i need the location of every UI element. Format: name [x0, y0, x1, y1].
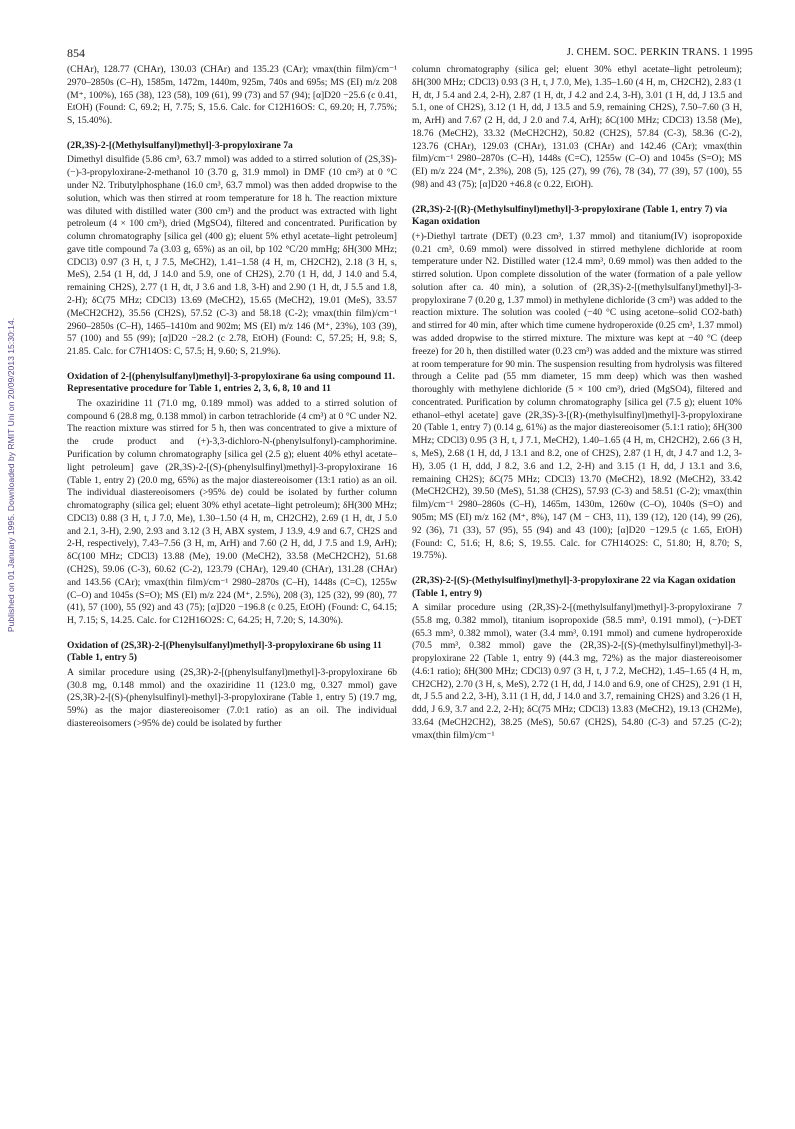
section-heading: (2R,3S)-2-[(S)-(Methylsulfinyl)methyl]-3-propyloxirane 22 via Kagan oxidation (Table 1, entry 9) — [412, 575, 736, 599]
journal-header: J. CHEM. SOC. PERKIN TRANS. 1 1995 — [566, 47, 753, 58]
section-heading: Oxidation of (2S,3R)-2-[(Phenylsulfanyl)methyl]-3-propyloxirane 6b using 11 (Table 1, entry 5) — [67, 639, 382, 664]
download-watermark-text: Published on 01 January 1995. Downloaded by RMIT Uni on 20/09/2013 15:30:14. — [6, 317, 16, 633]
paragraph: (+)-Diethyl tartrate (DET) (0.23 cm³, 1.37 mmol) and titanium(IV) isopropoxide (0.21 cm³, 0.69 mmol) were dissolved in stirred methylene dichloride at room temperature under N2. Distilled water (12.4 mm³, 0.69 mmol) was then added to the stirred solution. Upon complete dissolution of the water (formation of a pale yellow solution after ca. 40 min), a solution of (2R,3S)-2-[(methylsulfanyl)methyl]-3-propyloxirane 7 (0.20 g, 1.37 mmol) in methylene dichloride (3 cm³) was added to the reaction mixture. The solution was cooled (−40 °C using acetone–solid CO2-bath) and stirred for 40 min, after which time cumene hydroperoxide (0.25 cm³, 1.37 mmol) was added dropwise to the stirred mixture. The mixture was kept at −40 °C (deep freeze) for 20 h, then distilled water (0.23 cm³) was added and the mixture was stirred at room temperature for 90 min. The suspension resulting from hydrolysis was filtered through a Celite pad (55 mm diameter, 15 mm deep) which was then washed thoroughly with methylene dichloride (5 × 100 cm³), dried (MgSO4), filtered and concentrated. Purification by column chromatography [silica gel (7.5 g); eluent 10% ethanol–ethyl acetate] gave (2R,3S)-3-[(R)-(methylsulfinyl)methyl]-3-propyloxirane 20 (Table 1, entry 7) (0.14 g, 61%) as the major diastereoisomer (5.1:1 ratio); δH(300 MHz; CDCl3) 0.95 (3 H, t, J 7.1, MeCH2), 1.40–1.65 (4 H, m, CH2CH2), 2.66 (3 H, s, MeS), 2.68 (1 H, dd, J 13.1 and 8.2, one of CH2S), 2.87 (1 H, dt, J 4.7 and 1.2, 3-H), 3.05 (1 H, ddd, J 8.2, 3.6 and 1.2, 2-H) and 3.15 (1 H, dd, J 13.1 and 3.6, remaining CH2S); δC(75 MHz; CDCl3) 13.70 (MeCH2), 18.92 (MeCH2), 33.42 (MeCH2CH2), 39.50 (MeS), 51.38 (CH2S), 57.93 (C-3) and 58.51 (C-2); νmax(thin film)/cm⁻¹ 2980–2860s (C–H), 1465m, 1430m, 1260w (C–O), 1040s (S=O) and 905m; MS (EI) m/z 162 (M⁺, 8%), 147 (M − CH3, 11), 139 (12), 120 (14), 99 (26), 92 (36), 71 (33), 57 (95), 55 (94) and 43 (100); [α]D20 −129.5 (c 1.65, EtOH) (Found: C, 51.6; H, 8.6; S, 19.55. Calc. for C7H14O2S: C, 51.80; H, 8.70; S, 19.75%). — [412, 230, 742, 562]
section-block — [67, 640, 397, 731]
paragraph: (CHAr), 128.77 (CHAr), 130.03 (CHAr) and 135.23 (CAr); νmax(thin film)/cm⁻¹ 2970–2850s (C–H), 1585m, 1472m, 1440m, 925m, 740s and 695s; MS (EI) m/z 208 (M⁺, 100%), 165 (38), 123 (58), 109 (61), 99 (73) and 57 (94); [α]D20 −25.6 (c 0.41, EtOH) (Found: C, 69.2; H, 7.75; S, 15.6. Calc. for C12H16OS: C, 69.20; H, 7.75%; S, 15.40%). — [67, 64, 397, 127]
section-block — [67, 64, 397, 128]
section-block — [67, 140, 397, 359]
paragraph: The oxaziridine 11 (71.0 mg, 0.189 mmol) was added to a stirred solution of compound 6 (28.8 mg, 0.138 mmol) in carbon tetrachloride (4 cm³) at 0 °C under N2. The reaction mixture was stirred for 5 h, then was concentrated to give a mixture of the crude product and (+)-3,3-dichloro-N-(phenylsulfonyl)-camphorimine. Purification by column chromatography [silica gel (2.5 g); eluent 40% ethyl acetate–light petroleum] gave (2R,3S)-2-[(S)-(phenylsulfinyl)methyl]-3-propyloxirane 16 (Table 1, entry 2) (20.0 mg, 65%) as the major diastereoisomer (13:1 ratio) as an oil. The individual diastereoisomers (>95% de) could be isolated by further column chromatography (silica gel; eluent 30% ethyl acetate–light petroleum); δH(300 MHz; CDCl3) 0.88 (3 H, t, J 7.0, Me), 1.30–1.50 (4 H, m, CH2CH2), 2.69 (1 H, dt, J 5.0 and 2.1, 3-H), 2.90, 2.93 and 3.12 (3 H, ABX system, J 13.9, 4.9 and 6.7, CH2S and 2-H, respectively), 7.43–7.56 (3 H, m, ArH) and 7.60 (2 H, dd, J 7.5 and 1.9, ArH); δC(100 MHz; CDCl3) 13.88 (Me), 19.00 (MeCH2), 33.58 (MeCH2CH2), 51.68 (CH2S), 59.06 (C-3), 60.62 (C-2), 123.79 (CHAr), 129.40 (CHAr), 131.28 (CHAr) and 143.56 (CAr); νmax(thin film)/cm⁻¹ 2980–2870s (C–H), 1448s (C=C), 1255w (C–O) and 1045s (S=O); MS (EI) m/z 224 (M⁺, 2.5%), 208 (3), 125 (32), 99 (80), 77 (41), 57 (100), 55 (92) and 43 (75); [α]D20 −196.8 (c 0.25, EtOH) (Found: C, 64.15; H, 7.15; S, 14.25. Calc. for C12H16O2S: C, 64.25; H, 7.20; S, 14.30%). — [67, 397, 397, 627]
section-block — [67, 371, 397, 628]
section-block — [412, 575, 742, 743]
download-watermark — [4, 270, 18, 680]
paragraph: A similar procedure using (2R,3S)-2-[(methylsulfanyl)methyl]-3-propyloxirane 7 (55.8 mg, 0.382 mmol), titanium isopropoxide (58.5 mm³, 0.191 mmol), (−)-DET (65.3 mm³, 0.382 mmol), water (3.4 mm³, 0.191 mmol) and cumene hydroperoxide (70.5 mm³, 0.382 mmol) gave the (2R,3S)-2-[(S)-(methylsulfinyl)methyl]-3-propyloxirane 22 (Table 1, entry 9) (44.3 mg, 72%) as the major diastereoisomer (4.6:1 ratio); δH(300 MHz; CDCl3) 0.97 (3 H, t, J 7.2, MeCH2), 1.45–1.65 (4 H, m, CH2CH2), 2.70 (3 H, s, MeS), 2.72 (1 H, dd, J 14.0 and 6.9, one of CH2S), 2.91 (1 H, dt, J 5.5 and 2.2, 3-H), 3.11 (1 H, dd, J 14.0 and 3.7, remaining CH2S) and 3.26 (1 H, ddd, J 6.9, 3.7 and 2.2, 2-H); δC(75 MHz; CDCl3) 13.83 (MeCH2), 19.13 (CH2Me), 33.64 (MeCH2CH2), 38.25 (MeS), 50.67 (CH2S), 54.80 (C-3) and 57.25 (C-2); νmax(thin film)/cm⁻¹ — [412, 602, 742, 741]
paragraph: A similar procedure using (2S,3R)-2-[(phenylsulfanyl)methyl]-3-propyloxirane 6b (30.8 mg, 0.148 mmol) and the oxaziridine 11 (123.0 mg, 0.327 mmol) gave (2S,3R)-2-[(S)-(phenylsulfinyl)-methyl]-3-propyloxirane (Table 1, entry 5) (19.7 mg, 59%) as the major diastereoisomer (7.0:1 ratio) as an oil. The individual diastereoisomers (>95% de) could be isolated by further — [67, 666, 397, 729]
paragraph: Dimethyl disulfide (5.86 cm³, 63.7 mmol) was added to a stirred solution of (2S,3S)-(−)-3-propyloxirane-2-methanol 10 (3.70 g, 31.9 mmol) in DMF (10 cm³) at 0 °C under N2. Tributylphosphane (16.0 cm³, 63.7 mmol) was then added dropwise to the solution, which was then stirred at room temperature for 18 h. The reaction mixture was diluted with distilled water (300 cm³) and the product was extracted with light petroleum (4 × 100 cm³), dried (MgSO4), filtered and concentrated. Purification by column chromatography [silica gel (400 g); eluent 5% ethyl acetate–light petroleum] gave title compound 7a (3.03 g, 65%) as an oil, bp 102 °C/20 mmHg; δH(300 MHz; CDCl3) 0.97 (3 H, t, J 7.5, MeCH2), 1.41–1.58 (4 H, m, CH2CH2), 2.18 (3 H, s, MeS), 2.54 (1 H, dd, J 14.0 and 5.9, one of CH2S), 2.70 (1 H, dd, J 14.0 and 5.4, remaining CH2S), 2.77 (1 H, dt, J 3.6 and 1.8, 3-H) and 2.90 (1 H, dt, J 5.5 and 1.8, 2-H); δC(75 MHz; CDCl3) 13.69 (MeCH2), 15.65 (MeCH2), 19.01 (MeS), 33.57 (MeCH2CH2), 35.56 (CH2S), 57.52 (C-3) and 58.18 (C-2); νmax(thin film)/cm⁻¹ 2960–2850s (C–H), 1465–1410m and 902m; MS (EI) m/z 146 (M⁺, 23%), 103 (39), 57 (100) and 55 (99); [α]D20 −28.2 (c 2.78, EtOH) (Found: C, 57.25; H, 9.8; S, 21.85. Calc. for C7H14OS: C, 57.5; H, 9.60; S, 21.9%). — [67, 154, 397, 358]
paragraph: column chromatography (silica gel; eluent 30% ethyl acetate–light petroleum); δH(300 MHz; CDCl3) 0.93 (3 H, t, J 7.0, Me), 1.35–1.60 (4 H, m, CH2CH2), 2.83 (1 H, dt, J 5.4 and 2.4, 2-H), 2.87 (1 H, dt, J 4.2 and 2.4, 3-H), 3.01 (1 H, dd, J 13.5 and 5.1, one of CH2S), 3.12 (1 H, dd, J 13.5 and 5.9, remaining CH2S), 7.50–7.60 (3 H, m, ArH) and 7.67 (2 H, dd, J 2.0 and 7.4, ArH); δC(100 MHz; CDCl3) 13.58 (Me), 18.76 (MeCH2), 33.32 (MeCH2CH2), 50.82 (CH2S), 57.84 (C-3), 58.36 (C-2), 123.76 (CHAr), 129.03 (CHAr), 131.03 (CHAr) and 142.46 (CAr); νmax(thin film)/cm⁻¹ 2980–2870s (C–H), 1448s (C=C), 1255w (C–O) and 1045s (S=O); MS (EI) m/z 224 (M⁺, 2.3%), 208 (5), 125 (27), 99 (76), 78 (34), 77 (39), 57 (100), 55 (98) and 43 (75); [α]D20 +46.8 (c 0.22, EtOH). — [412, 64, 742, 191]
page-number: 854 — [67, 46, 85, 60]
left-column — [67, 64, 397, 1119]
section-block — [412, 204, 742, 563]
right-column — [412, 64, 742, 1119]
section-heading: (2R,3S)-2-[(Methylsulfanyl)methyl]-3-propyloxirane 7a — [67, 139, 293, 151]
section-block — [412, 64, 742, 192]
section-heading: (2R,3S)-2-[(R)-(Methylsulfinyl)methyl]-3-propyloxirane (Table 1, entry 7) via Kagan oxidation — [412, 203, 728, 228]
section-heading: Oxidation of 2-[(phenylsulfanyl)methyl]-3-propyloxirane 6a using compound 11. Representative procedure for Table 1, entries 2, 3, 6, 8, 10 and 11 — [67, 370, 395, 395]
